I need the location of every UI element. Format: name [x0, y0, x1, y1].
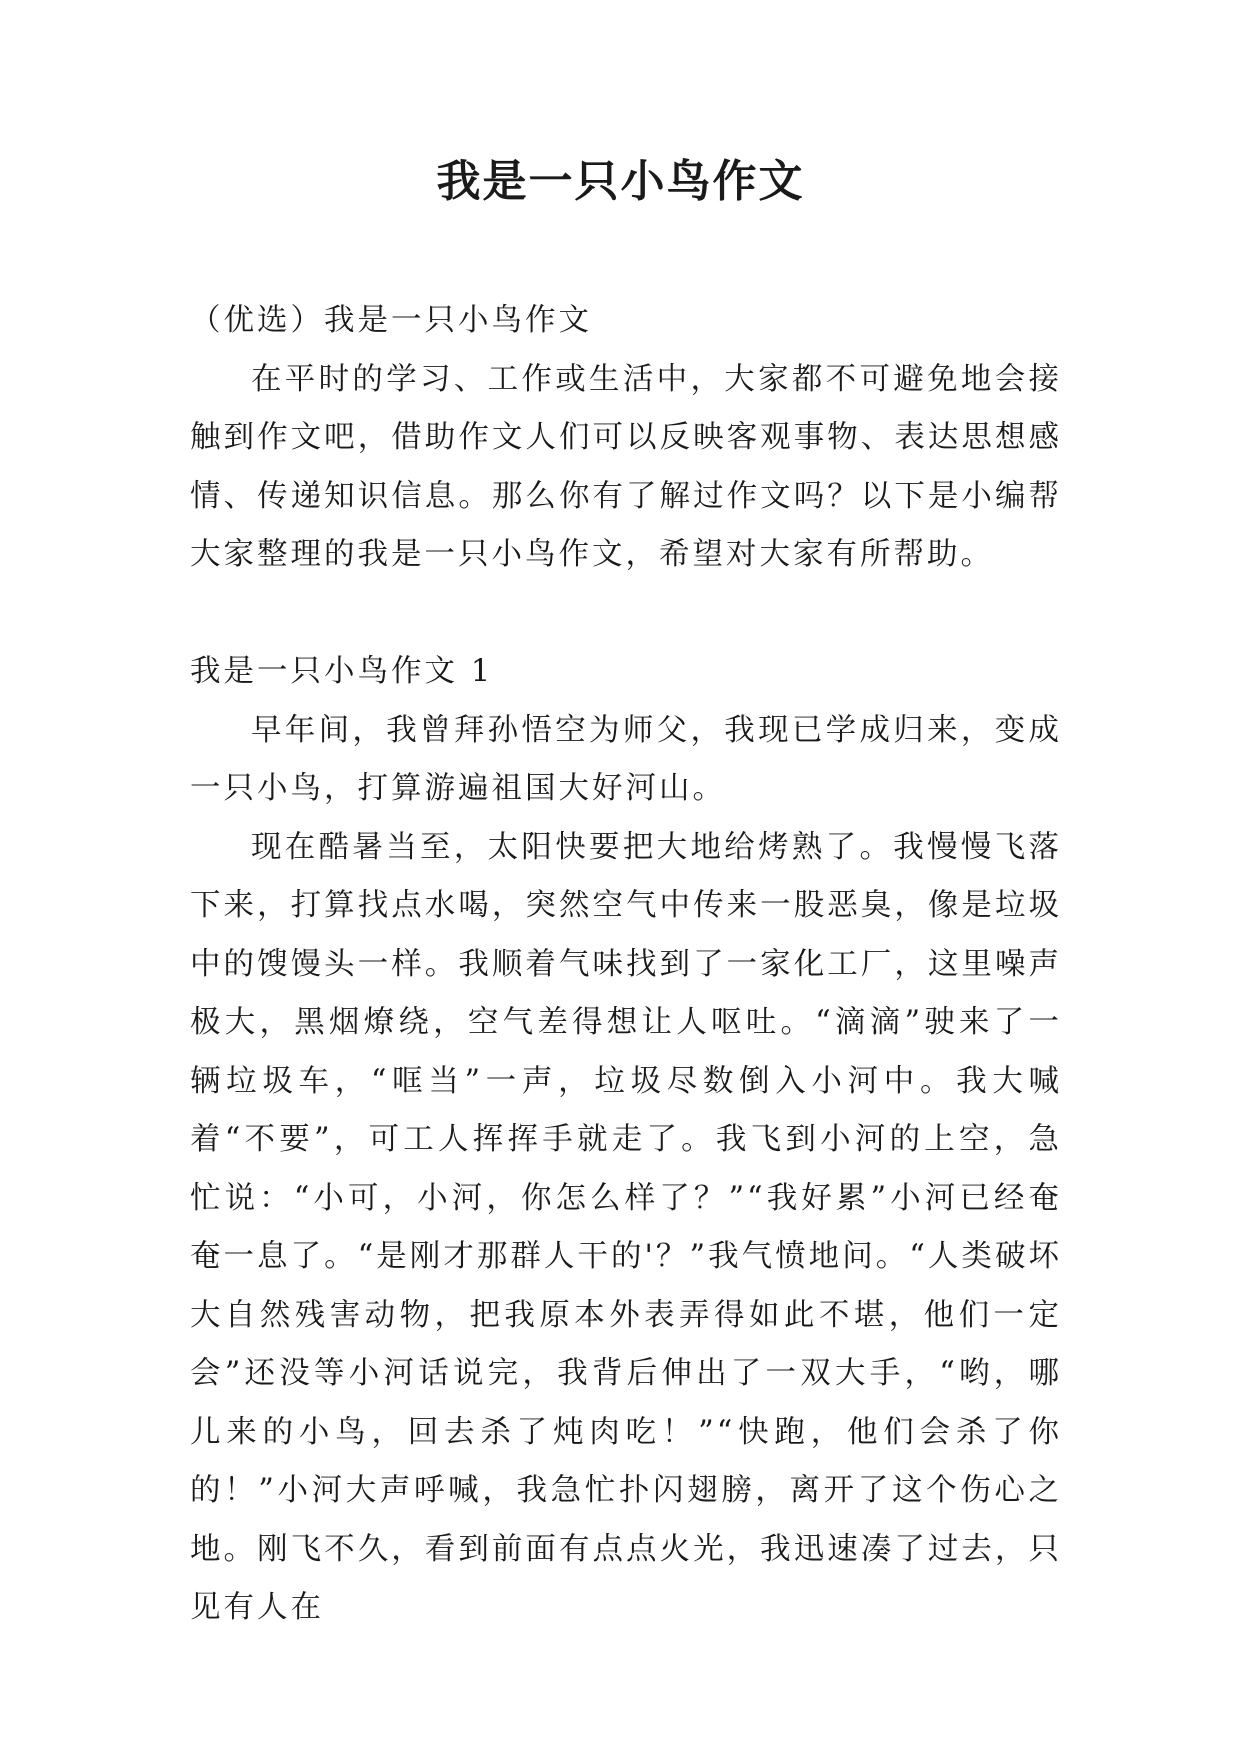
intro-paragraph: 在平时的学习、工作或生活中，大家都不可避免地会接触到作文吧，借助作文人们可以反映客观事物、表达思想感情、传递知识信息。那么你有了解过作文吗？以下是小编帮大家整理的我是一只小鸟作文，希望对大家有所帮助。 — [190, 361, 1062, 572]
body-paragraph: 现在酷暑当至，太阳快要把大地给烤熟了。我慢慢飞落下来，打算找点水喝，突然空气中传来一股恶臭，像是垃圾中的馊馒头一样。我顺着气味找到了一家化工厂，这里噪声极大，黑烟燎绕，空气差得想让人呕吐。“滴滴”驶来了一辆垃圾车，“哐当”一声，垃圾尽数倒入小河中。我大喊着“不要”，可工人挥挥手就走了。我飞到小河的上空，急忙说：“小可，小河，你怎么样了？”“我好累”小河已经奄奄一息了。“是刚才那群人干的'？”我气愤地问。“人类破坏大自然残害动物，把我原本外表弄得如此不堪，他们一定会”还没等小河话说完，我背后伸出了一双大手，“哟，哪儿来的小鸟，回去杀了炖肉吃！”“快跑，他们会杀了你的！”小河大声呼喊，我急忙扑闪翅膀，离开了这个伤心之地。刚飞不久，看到前面有点点火光，我迅速凑了过去，只见有人在 — [190, 829, 1062, 1625]
paragraph-spacer — [190, 585, 1062, 644]
body-paragraph: 早年间，我曾拜孙悟空为师父，我现已学成归来，变成一只小鸟，打算游遍祖国大好河山。 — [190, 712, 1062, 806]
document-subtitle: （优选）我是一只小鸟作文 — [190, 303, 592, 338]
document-title: 我是一只小鸟作文 — [436, 156, 805, 207]
document-body — [190, 292, 1062, 1638]
section-heading: 我是一只小鸟作文 1 — [190, 654, 494, 689]
